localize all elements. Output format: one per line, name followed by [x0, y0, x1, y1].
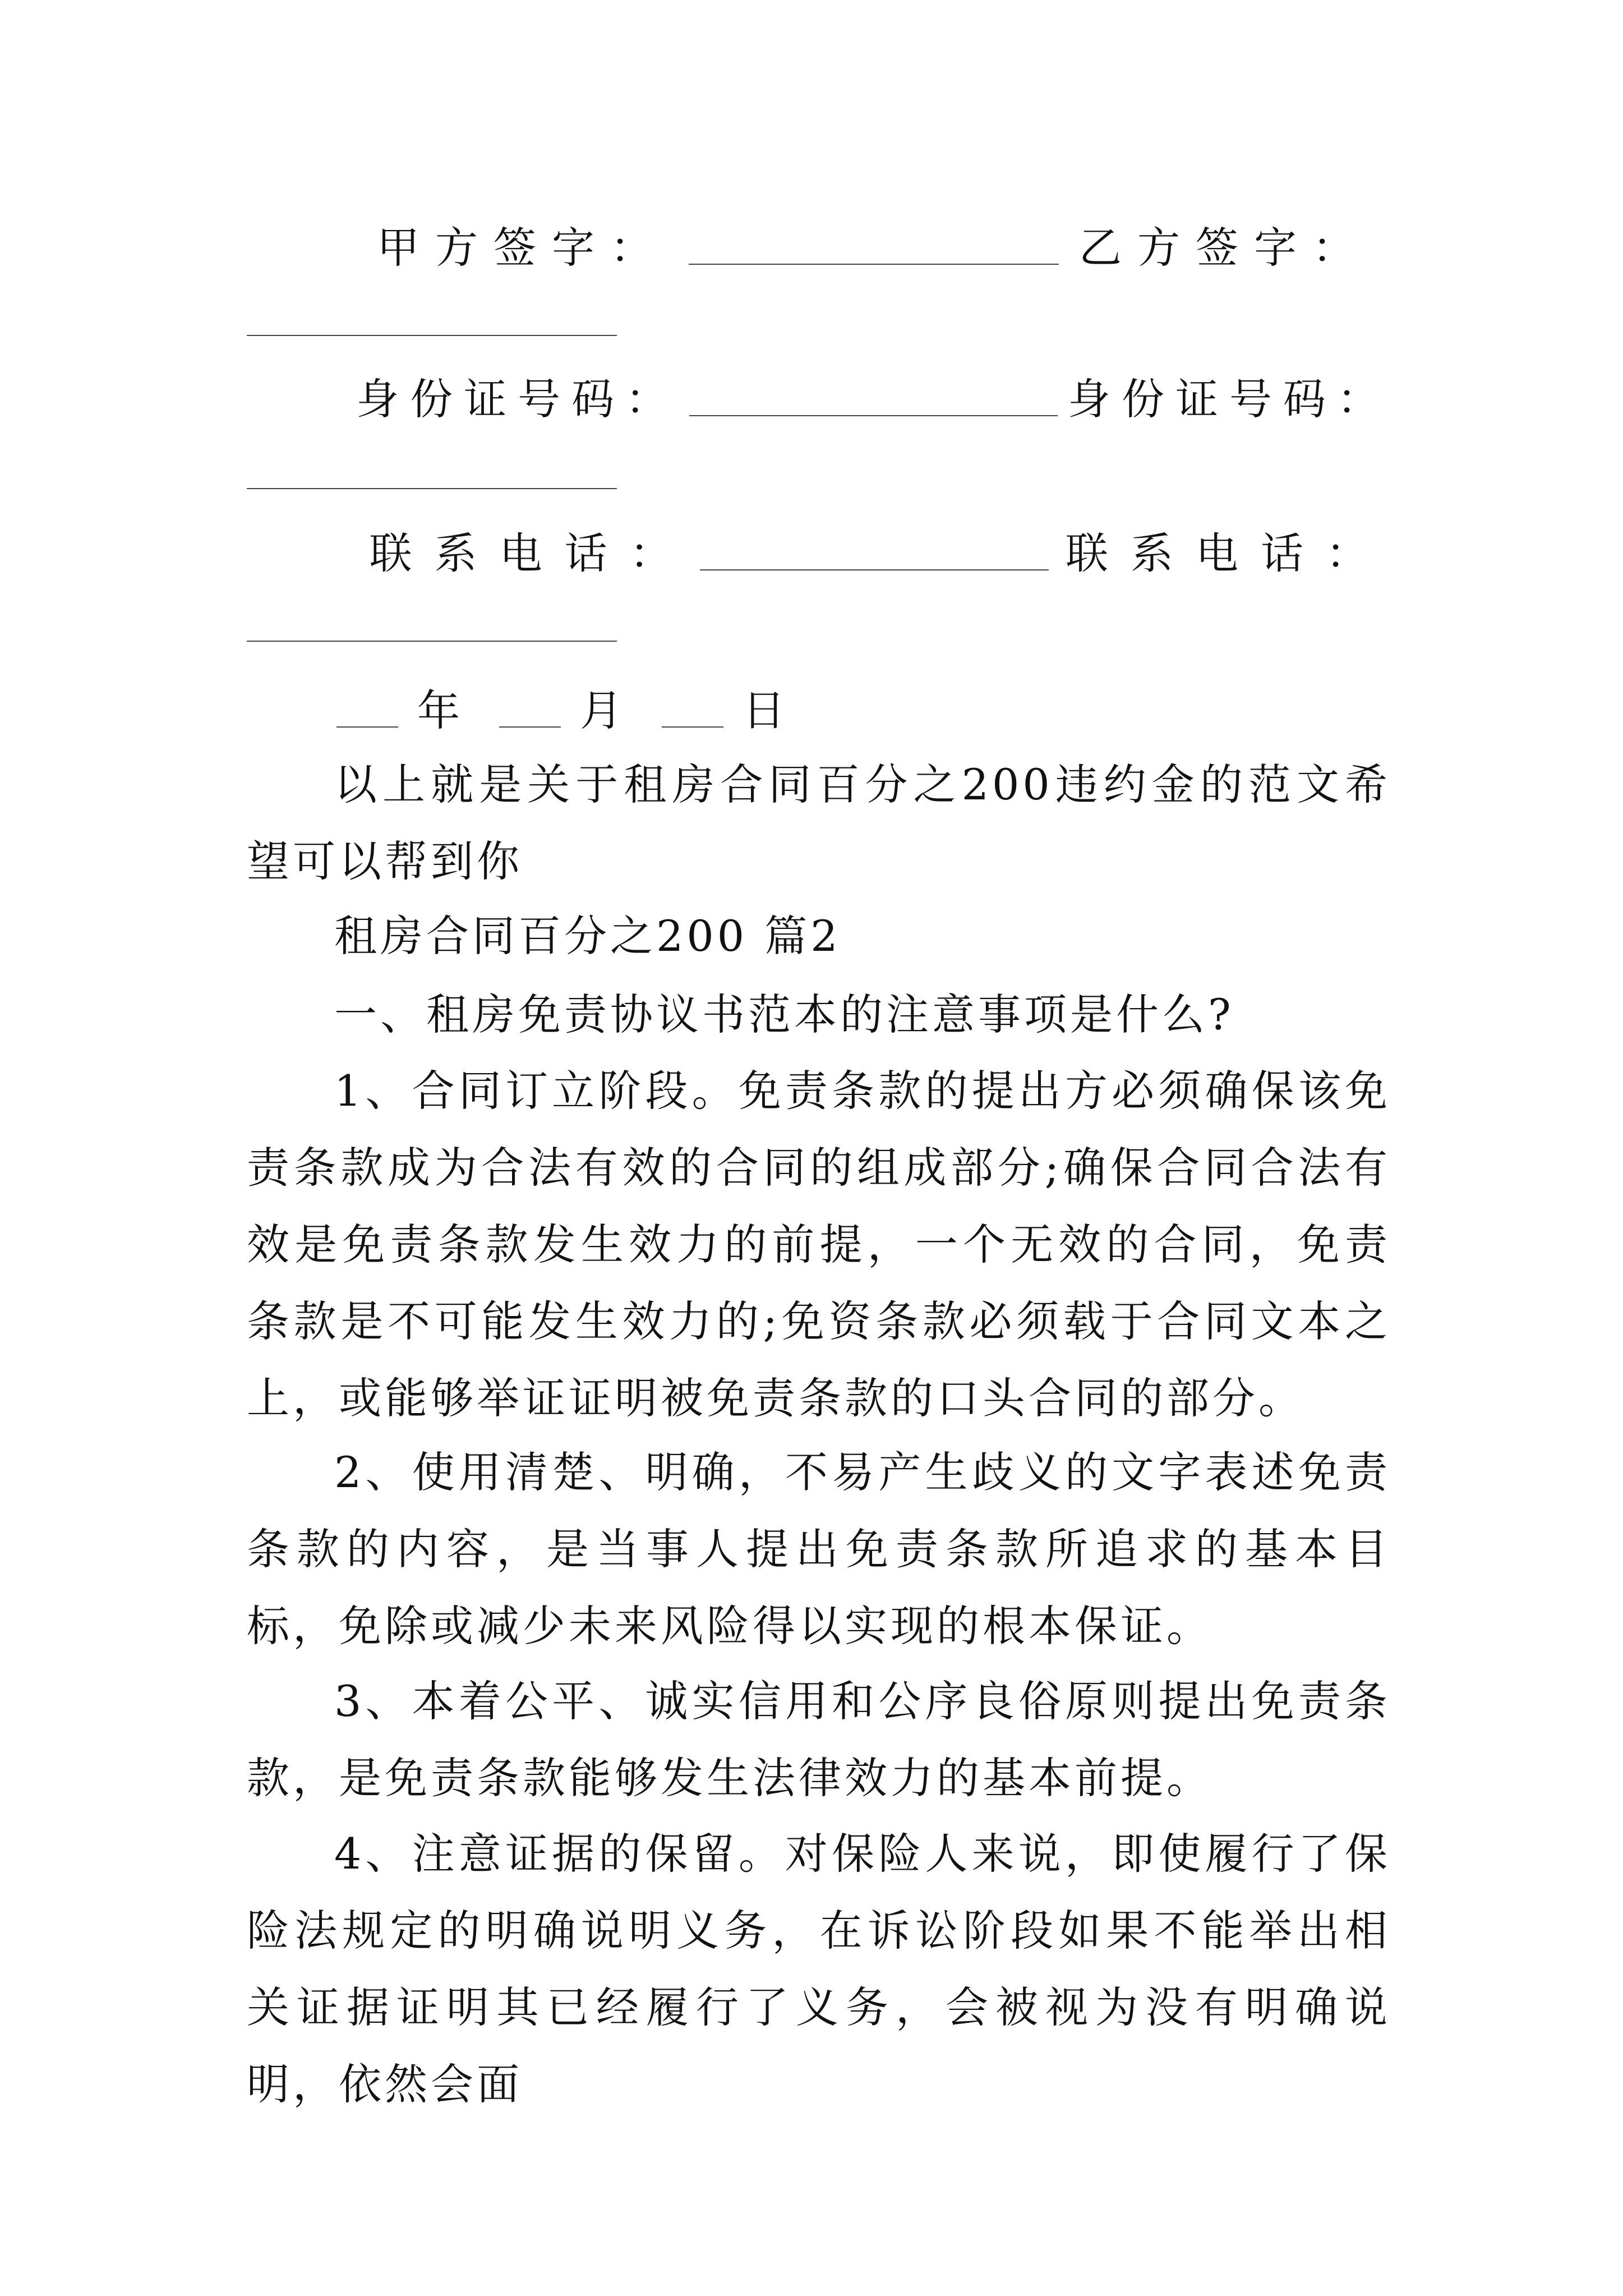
question-heading: 一、租房免责协议书范本的注意事项是什么?	[334, 990, 1234, 1039]
id-number-row	[247, 359, 1391, 432]
day-field[interactable]	[662, 726, 723, 728]
party-b-phone-label: 联系电话：	[1066, 528, 1391, 578]
party-b-id-field[interactable]	[247, 488, 617, 489]
list-item: 2、使用清楚、明确，不易产生歧义的文字表述免责条款的内容，是当事人提出免责条款所追求的基本目标，免除或减少未来风险得以实现的根本保证。	[247, 1447, 1391, 1651]
list-item: 1、合同订立阶段。免责条款的提出方必须确保该免责条款成为合法有效的合同的组成部分;确保合同合法有效是免责条款发生效力的前提，一个无效的合同，免责条款是不可能发生效力的;免资条款必须载于合同文本之上，或能够举证证明被免责条款的口头合同的部分。	[247, 1066, 1391, 1423]
year-label: 年	[417, 685, 460, 735]
party-a-id-label: 身份证号码：	[356, 374, 680, 424]
signature-row	[247, 208, 1391, 280]
party-a-id-field[interactable]	[689, 415, 1058, 416]
party-b-signature-label: 乙方签字：	[1079, 222, 1371, 273]
party-a-signature-field[interactable]	[689, 264, 1059, 265]
party-a-phone-label: 联系电话：	[369, 528, 695, 578]
party-a-phone-field[interactable]	[700, 569, 1049, 570]
closing-paragraph: 以上就是关于租房合同百分之200违约金的范文希望可以帮到你	[247, 760, 1391, 886]
list-item: 4、注意证据的保留。对保险人来说，即使履行了保险法规定的明确说明义务，在诉讼阶段如果不能举出相关证据证明其已经履行了义务，会被视为没有明确说明，依然会面	[247, 1829, 1391, 2109]
list-item: 3、本着公平、诚实信用和公序良俗原则提出免责条款，是免责条款能够发生法律效力的基本前提。	[247, 1676, 1391, 1803]
party-b-phone-field[interactable]	[247, 641, 617, 642]
day-label: 日	[743, 685, 785, 735]
section-heading: 租房合同百分之200 篇2	[334, 911, 841, 961]
month-label: 月	[580, 685, 623, 735]
month-field[interactable]	[499, 726, 561, 728]
party-b-id-label: 身份证号码：	[1068, 374, 1391, 424]
year-field[interactable]	[336, 726, 398, 728]
date-line	[336, 670, 785, 743]
party-b-signature-field[interactable]	[247, 335, 617, 336]
phone-row	[247, 513, 1391, 586]
party-a-signature-label: 甲方签字：	[377, 222, 668, 273]
